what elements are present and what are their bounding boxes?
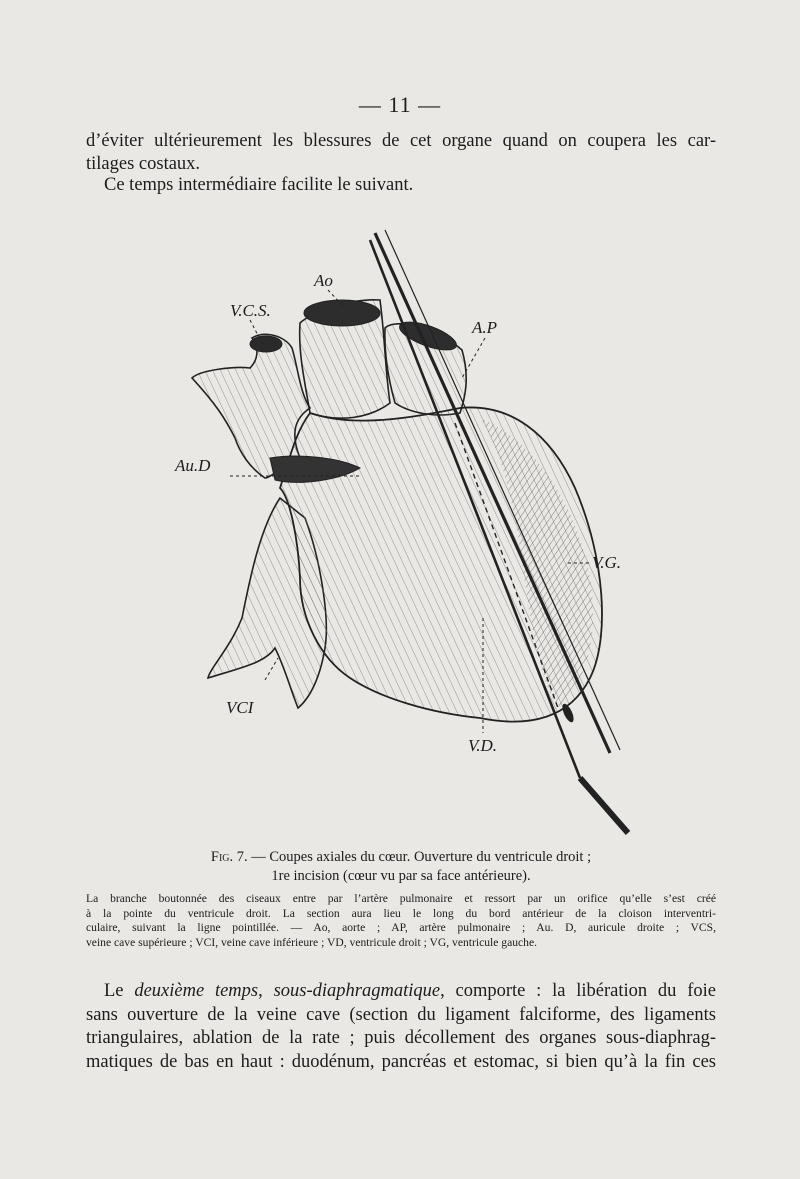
bottom-paragraph: [86, 980, 716, 1074]
paragraph-line: sans ouverture de la veine cave (section du ligament falciforme, des ligaments: [86, 1004, 716, 1025]
heart-illustration: [175, 218, 630, 843]
label-vci: VCI: [226, 698, 254, 717]
legend-line: culaire, suivant la ligne pointillée. — Ao, aorte ; AP, artère pulmonaire ; Au. D, auricule droite ; VCS,: [86, 921, 716, 934]
text-fragment: Le: [104, 981, 135, 1001]
page-number: — 11 —: [358, 92, 442, 117]
label-aud: Au.D: [175, 456, 211, 475]
figure-number: Fig. 7.: [210, 849, 248, 865]
paragraph-line: triangulaires, ablation de la rate ; puis décollement des organes sous-diaphrag-: [86, 1028, 716, 1048]
caption-title: — Coupes axiales du cœur. Ouverture du ventricule droit ;: [251, 849, 592, 865]
legend-line: à la pointe du ventricule droit. La section aura lieu le long du bord antérieur de la cloison interventri-: [86, 906, 716, 920]
figure-legend: [86, 892, 716, 950]
intro-paragraph: [86, 174, 734, 197]
paragraph-line: matiques de bas en haut : duodénum, pancréas et estomac, si bien qu’à la fin ces: [86, 1051, 716, 1072]
paragraph-line: d’éviter ultérieurement les blessures de cet organe quand on coupera les car-: [86, 131, 716, 151]
label-vcs: V.C.S.: [230, 301, 271, 320]
caption-line-1: [86, 848, 716, 867]
text-fragment: , comporte : la libération du foie: [440, 981, 716, 1001]
paragraph-line: Ce temps intermédiaire facilite le suivant.: [104, 175, 414, 195]
label-ao: Ao: [314, 271, 333, 290]
paragraph-line: [86, 980, 716, 1004]
label-vd: V.D.: [468, 736, 497, 755]
caption-line-2: 1re incision (cœur vu par sa face antérieure).: [271, 868, 531, 884]
top-paragraph: [86, 130, 716, 176]
figure-caption: [86, 848, 716, 886]
label-vg: V.G.: [592, 553, 621, 572]
paragraph-line: tilages costaux.: [86, 154, 201, 174]
legend-line: La branche boutonnée des ciseaux entre par l’artère pulmonaire et ressort par un orifice qu’elle s’est créé: [86, 892, 716, 905]
text-fragment: ,: [258, 981, 274, 1001]
heart-engraving: [175, 218, 630, 843]
label-ap: A.P: [472, 318, 498, 337]
legend-line: veine cave supérieure ; VCI, veine cave inférieure ; VD, ventricule droit ; VG, ventricule gauche.: [86, 935, 538, 949]
emphasis-text: deuxième temps: [134, 981, 259, 1001]
emphasis-text: sous-diaphragmatique: [273, 981, 441, 1001]
